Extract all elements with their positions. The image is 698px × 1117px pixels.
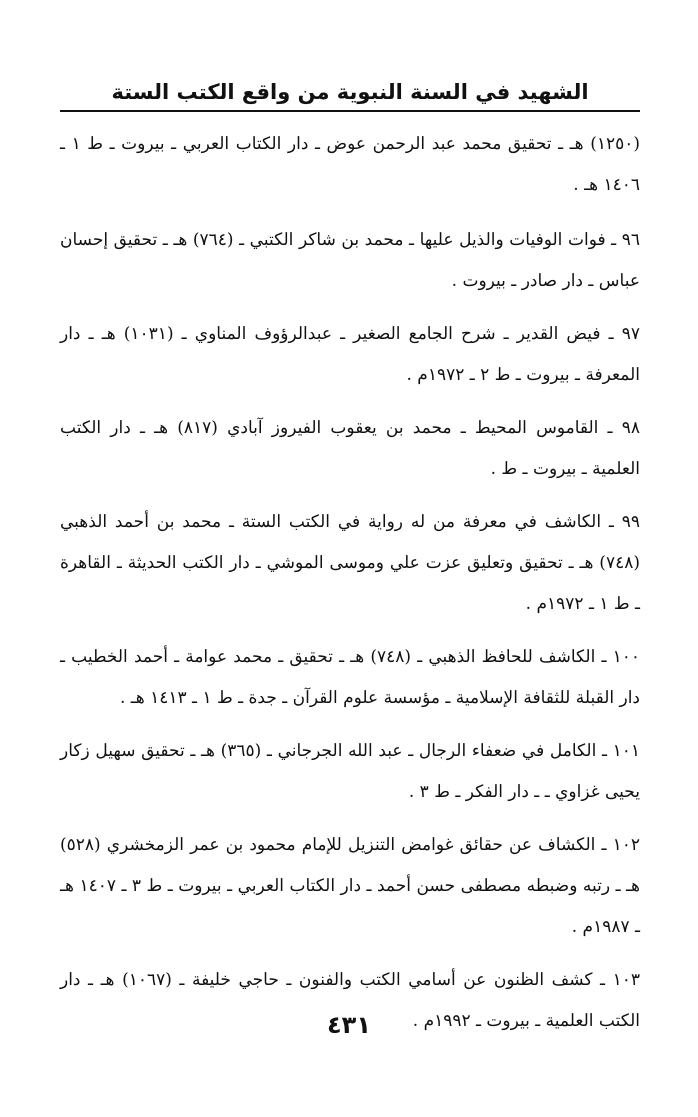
bibliography-entry-100: ١٠٠ ـ الكاشف للحافظ الذهبي ـ (٧٤٨) هـ ـ تحقيق ـ محمد عوامة ـ أحمد الخطيب ـ دار القبلة للثقافة الإسلامية ـ مؤسسة علوم القرآن ـ جدة ـ ط ١ ـ ١٤١٣ هـ . — [60, 647, 640, 708]
bibliography-entry-96: ٩٦ ـ فوات الوفيات والذيل عليها ـ محمد بن شاكر الكتبي ـ (٧٦٤) هـ ـ تحقيق إحسان عباس ـ دار صادر ـ بيروت . — [60, 230, 640, 291]
running-header: الشهيد في السنة النبوية من واقع الكتب الستة — [60, 78, 640, 112]
bibliography-entry-98: ٩٨ ـ القاموس المحيط ـ محمد بن يعقوب الفيروز آبادي (٨١٧) هـ ـ دار الكتب العلمية ـ بيروت ـ ط . — [60, 418, 640, 479]
bibliography-entry-103: ١٠٣ ـ كشف الظنون عن أسامي الكتب والفنون ـ حاجي خليفة ـ (١٠٦٧) هـ ـ دار الكتب العلمية ـ بيروت ـ ١٩٩٢م . — [60, 970, 640, 1031]
bibliography-entry-99: ٩٩ ـ الكاشف في معرفة من له رواية في الكتب الستة ـ محمد بن أحمد الذهبي (٧٤٨) هـ ـ تحقيق وتعليق عزت علي وموسى الموشي ـ دار الكتب الحديثة ـ القاهرة ـ ط ١ ـ ١٩٧٢م . — [60, 512, 640, 614]
page-number: ٤٣١ — [327, 1011, 371, 1039]
bibliography-entry-97: ٩٧ ـ فيض القدير ـ شرح الجامع الصغير ـ عبدالرؤوف المناوي ـ (١٠٣١) هـ ـ دار المعرفة ـ بيروت ـ ط ٢ ـ ١٩٧٢م . — [60, 324, 640, 385]
bibliography-entry-102: ١٠٢ ـ الكشاف عن حقائق غوامض التنزيل للإمام محمود بن عمر الزمخشري (٥٢٨) هـ ـ رتبه وضبطه مصطفى حسن أحمد ـ دار الكتاب العربي ـ بيروت ـ ط ٣ ـ ١٤٠٧ هـ ـ ١٩٨٧م . — [60, 835, 640, 937]
bibliography-entry-101: ١٠١ ـ الكامل في ضعفاء الرجال ـ عبد الله الجرجاني ـ (٣٦٥) هـ ـ تحقيق سهيل زكار يحيى غزاوي ـ ـ دار الفكر ـ ط ٣ . — [60, 741, 641, 802]
bibliography-entry-continuation: (١٢٥٠) هـ ـ تحقيق محمد عبد الرحمن عوض ـ دار الكتاب العربي ـ بيروت ـ ط ١ ـ ١٤٠٦ هـ . — [60, 134, 640, 195]
bibliography-list — [60, 124, 640, 1042]
